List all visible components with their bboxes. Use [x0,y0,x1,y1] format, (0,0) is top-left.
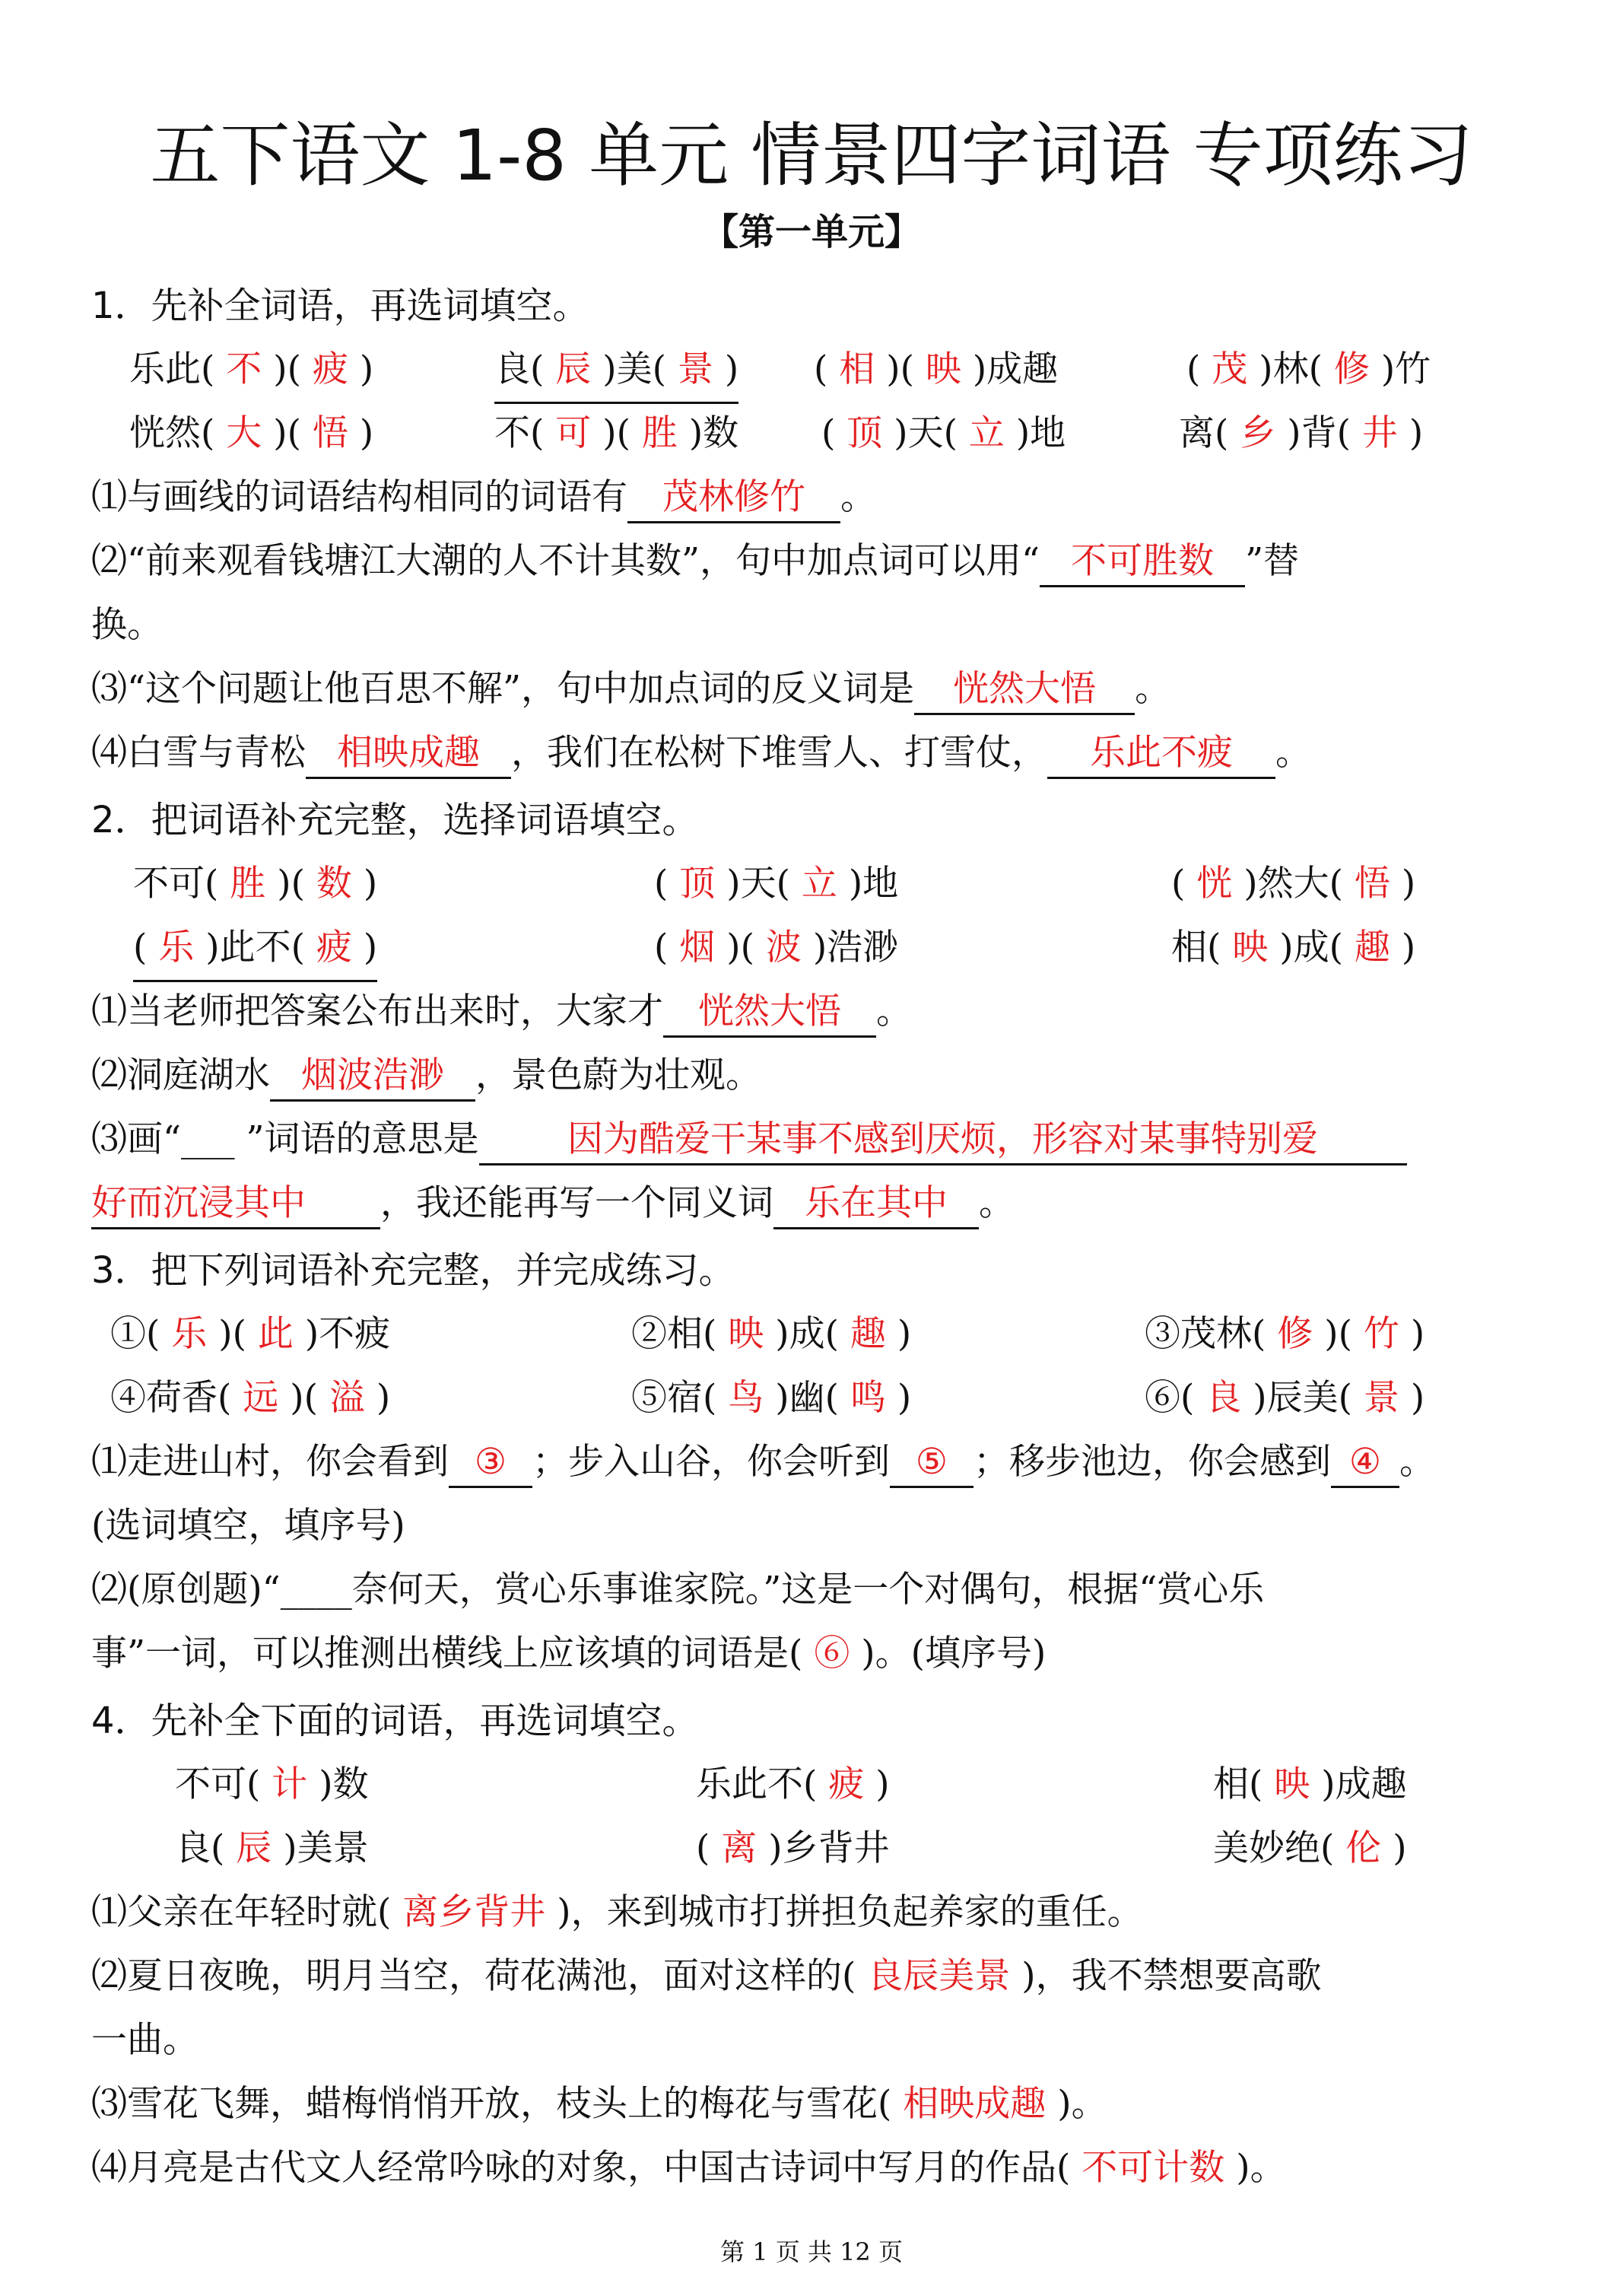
q2-heading: 2．把词语补充完整，选择词语填空。 [91,799,699,841]
answer-blank: 因为酷爱干某事不感到厌烦，形容对某事特别爱 [479,1116,1407,1165]
q3-r2-word-3: ⑥( 良 )辰美( 景 ) [1145,1377,1425,1419]
answer-blank: ⑤ [890,1439,973,1488]
q4-r1-word-1: 不可( 计 )数 [175,1763,369,1805]
answer-blank: 好而沉浸其中 [91,1180,380,1229]
q2-r1-word-3: ( 恍 )然大( 悟 ) [1171,863,1416,905]
answer-inline: 离乡背井 [402,1891,546,1933]
q2-sub-2: ⑵洞庭湖水 烟波浩渺 ，景色蔚为壮观。 [91,1044,1536,1108]
q4-r1-word-2: 乐此不( 疲 ) [696,1763,890,1805]
answer-blank: 相映成趣 [306,730,511,779]
answer-blank: 恍然大悟 [914,666,1135,715]
q1-r1-word-2-underlined: 良( 辰 )美( 景 ) [494,338,738,404]
q2-sub-1: ⑴当老师把答案公布出来时，大家才 恍然大悟 。 [91,980,1536,1044]
q4-sub-2-cont: 一曲。 [91,2019,199,2061]
q1-r1-word-4: ( 茂 )林( 修 )竹 [1186,348,1431,390]
answer-inline: 不可计数 [1081,2147,1225,2189]
answer-blank: 恍然大悟 [663,988,876,1038]
q1-r2-word-3: ( 顶 )天( 立 )地 [821,412,1066,454]
q4-sub-2: ⑵夏日夜晚，明月当空，荷花满池，面对这样的( 良辰美景 )，我不禁想要高歌 [91,1955,1322,1997]
q4-r2-word-3: 美妙绝( 伦 ) [1213,1827,1407,1869]
q1-r1-word-1: 乐此( 不 )( 疲 ) [129,348,374,390]
q1-r2-word-1: 恍然( 大 )( 悟 ) [129,412,374,454]
page-footer: 第 1 页 共 12 页 [720,2237,903,2266]
answer-blank: 烟波浩渺 [270,1052,475,1102]
answer-inline: ⑥ [814,1633,850,1674]
answer-inline: 相映成趣 [903,2083,1047,2125]
q4-r1-word-3: 相( 映 )成趣 [1213,1763,1407,1805]
q2-sub-3: ⑶画“___ ”词语的意思是 因为酷爱干某事不感到厌烦，形容对某事特别爱 [91,1108,1536,1172]
answer-blank: ④ [1331,1439,1399,1488]
q1-heading: 1．先补全词语，再选词填空。 [91,285,589,327]
q4-sub-3: ⑶雪花飞舞，蜡梅悄悄开放，枝头上的梅花与雪花( 相映成趣 )。 [91,2083,1107,2125]
q4-r2-word-1: 良( 辰 )美景 [175,1827,369,1869]
q3-r1-word-3: ③茂林( 修 )( 竹 ) [1145,1313,1425,1355]
page-title: 五下语文 1-8 单元 情景四字词语 专项练习 [150,115,1473,196]
q3-heading: 3．把下列词语补充完整，并完成练习。 [91,1249,735,1292]
q1-sub-4: ⑷白雪与青松 相映成趣 ，我们在松树下堆雪人、打雪仗， 乐此不疲 。 [91,721,1536,785]
q3-r1-word-2: ②相( 映 )成( 趣 ) [631,1313,912,1355]
q1-r2-word-4: 离( 乡 )背( 井 ) [1179,412,1424,454]
q3-sub-1: ⑴走进山村，你会看到 ③ ；步入山谷，你会听到 ⑤ ；移步池边，你会感到 ④ 。 [91,1430,1536,1494]
answer-inline: 良辰美景 [867,1955,1011,1997]
q2-r2-word-2: ( 烟 )( 波 )浩渺 [654,927,899,968]
q2-r1-word-1: 不可( 胜 )( 数 ) [133,863,378,905]
answer-blank: 乐在其中 [773,1180,979,1229]
q3-r2-word-1: ④荷香( 远 )( 溢 ) [110,1377,391,1419]
q3-r2-word-2: ⑤宿( 鸟 )幽( 鸣 ) [631,1377,912,1419]
unit-subtitle: 【第一单元】 [701,211,921,253]
q4-r2-word-2: ( 离 )乡背井 [696,1827,890,1869]
answer-blank: 茂林修竹 [627,474,840,523]
q2-r2-word-3: 相( 映 )成( 趣 ) [1171,927,1416,968]
q4-heading: 4．先补全下面的词语，再选词填空。 [91,1700,699,1742]
q1-r2-word-2: 不( 可 )( 胜 )数 [494,412,739,454]
q1-sub-1: ⑴与画线的词语结构相同的词语有 茂林修竹 。 [91,466,1536,529]
answer-blank: 乐此不疲 [1047,730,1275,779]
q4-sub-4: ⑷月亮是古代文人经常吟咏的对象，中国古诗词中写月的作品( 不可计数 )。 [91,2147,1286,2189]
q1-r1-word-3: ( 相 )( 映 )成趣 [814,348,1059,390]
q3-sub-1-cont: (选词填空，填序号) [91,1505,405,1547]
q2-r1-word-2: ( 顶 )天( 立 )地 [654,863,899,905]
q1-sub-2: ⑵“前来观看钱塘江大潮的人不计其数”，句中加点词可以用“ 不可胜数 ”替 [91,529,1536,593]
answer-blank: ③ [449,1439,532,1488]
q2-r2-word-1-underlined: ( 乐 )此不( 疲 ) [133,916,377,982]
q4-sub-1: ⑴父亲在年轻时就( 离乡背井 )，来到城市打拼担负起养家的重任。 [91,1891,1143,1933]
q3-r1-word-1: ①( 乐 )( 此 )不疲 [110,1313,391,1355]
q1-sub-3: ⑶“这个问题让他百思不解”，句中加点词的反义词是 恍然大悟 。 [91,657,1536,721]
q1-sub-2-cont: 换。 [91,604,163,646]
q2-sub-3-cont: 好而沉浸其中 ，我还能再写一个同义词 乐在其中 。 [91,1172,1536,1235]
q3-sub-2-cont: 事”一词，可以推测出横线上应该填的词语是( ⑥ )。(填序号) [91,1633,1047,1674]
answer-blank: 不可胜数 [1040,538,1245,587]
q3-sub-2: ⑵(原创题)“____奈何天，赏心乐事谁家院。”这是一个对偶句，根据“赏心乐 [91,1569,1265,1611]
